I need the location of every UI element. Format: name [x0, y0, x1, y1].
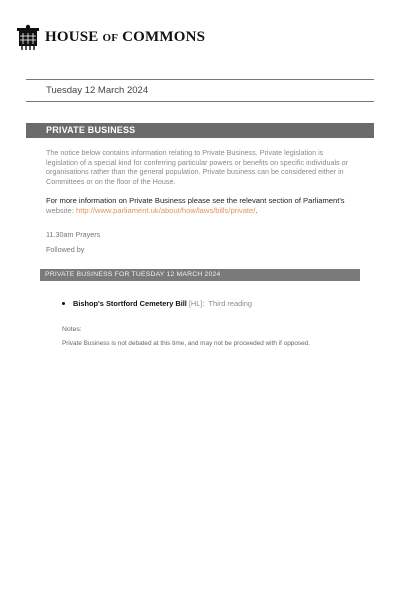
logo-wordmark — [45, 29, 205, 46]
portcullis-icon — [17, 24, 39, 50]
website-label: website: — [46, 206, 74, 215]
date-rule — [26, 101, 374, 102]
bill-tag: [HL]: — [188, 299, 205, 308]
logo-word-house: HOUSE — [45, 28, 99, 45]
section-title: PRIVATE BUSINESS — [46, 125, 136, 135]
notice-text: The notice below contains information relating to Private Business. Private legislation is legislation of a special kind for conferring particular powers or benefits on specific individuals or organisations rather than the general population. Private business can be considered either in Committees or on the floor of the House. — [46, 148, 349, 186]
logo-word-of: OF — [102, 31, 119, 44]
logo-word-commons: COMMONS — [122, 28, 206, 45]
sitting-date: Tuesday 12 March 2024 — [46, 85, 149, 96]
bill-name: Bishop's Stortford Cemetery Bill — [73, 299, 187, 308]
more-info-paragraph — [46, 196, 366, 216]
house-of-commons-logo — [17, 24, 205, 50]
bill-stage: Third reading — [208, 299, 253, 308]
followed-by: Followed by — [46, 245, 85, 254]
list-item — [62, 299, 252, 308]
notes-text: Private Business is not debated at this time, and may not be proceeded with if opposed. — [62, 340, 310, 347]
business-heading: PRIVATE BUSINESS FOR TUESDAY 12 MARCH 2024 — [45, 271, 221, 278]
bullet-icon — [62, 302, 65, 305]
prayers-time: 11.30am Prayers — [46, 230, 101, 239]
website-suffix: . — [255, 206, 258, 215]
section-header-bar — [26, 123, 374, 138]
private-bills-link[interactable]: http://www.parliament.uk/about/how/laws/bills/private/ — [75, 206, 256, 215]
business-heading-bar — [40, 269, 360, 281]
notes-label: Notes: — [62, 326, 82, 333]
top-rule — [26, 79, 374, 80]
more-info-text: For more information on Private Business please see the relevant section of Parliament's — [46, 196, 345, 205]
